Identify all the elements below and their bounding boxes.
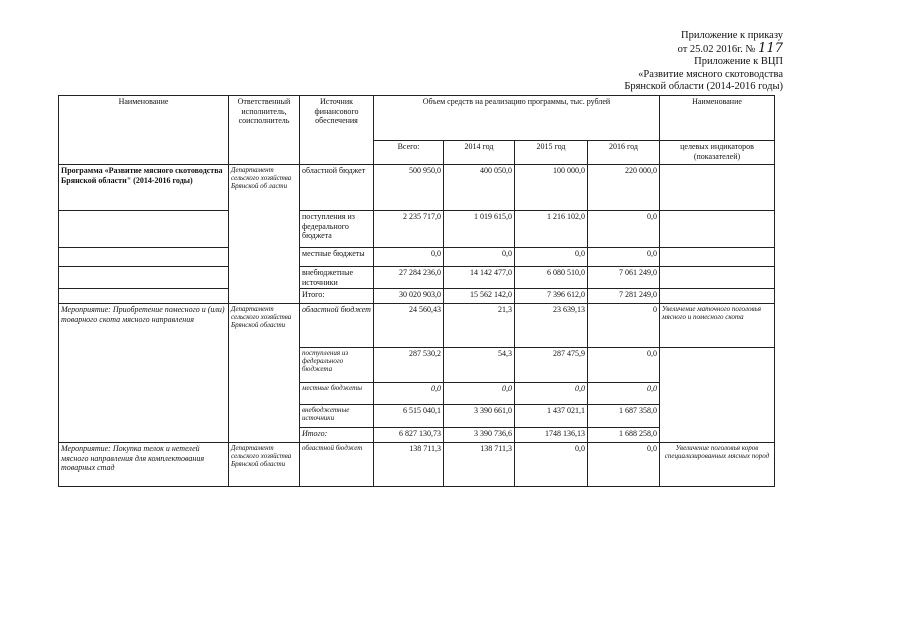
source-cell: областной бюджет	[300, 304, 374, 348]
source-cell: поступления из федерального бюджета	[300, 211, 374, 248]
document-header	[624, 30, 783, 94]
y2015-cell: 7 396 612,0	[515, 289, 588, 304]
total-cell: 27 284 236,0	[374, 267, 444, 289]
header-line-3: Приложение к ВЦП	[694, 56, 783, 67]
source-cell: поступления из федерального бюджета	[300, 348, 374, 383]
total-cell: 287 530,2	[374, 348, 444, 383]
program-responsible: Департамент сельского хозяйства Брянской об ласти	[229, 165, 300, 304]
y2014-cell: 0,0	[444, 248, 515, 267]
col-responsible-header: Ответственный исполнитель, соисполнитель	[229, 96, 300, 165]
source-cell: местные бюджеты	[300, 383, 374, 405]
measure2-name: Мероприятие: Покупка телок и нетелей мясного направления для комплектования товарных стад	[59, 443, 229, 487]
header-line-5: Брянской области (2014-2016 годы)	[624, 81, 783, 92]
header-row-1	[59, 96, 775, 141]
order-number-handwritten: 117	[758, 40, 783, 56]
y2016-cell: 0	[588, 304, 660, 348]
y2015-cell: 0,0	[515, 248, 588, 267]
total-cell: 30 020 903,0	[374, 289, 444, 304]
table-row	[59, 304, 775, 348]
y2015-cell: 100 000,0	[515, 165, 588, 211]
indicator-cell	[660, 289, 775, 304]
header-line-4: «Развитие мясного скотоводства	[638, 68, 783, 80]
name-cell	[59, 211, 229, 248]
col-funds-header: Объем средств на реализацию программы, тыс. рублей	[374, 96, 660, 141]
name-cell	[59, 248, 229, 267]
total-cell: 0,0	[374, 383, 444, 405]
col-2015-header: 2015 год	[515, 141, 588, 165]
order-date: от 25.02 2016г. №	[677, 43, 756, 55]
table-row	[59, 211, 775, 248]
y2016-cell: 7 281 249,0	[588, 289, 660, 304]
y2016-cell: 7 061 249,0	[588, 267, 660, 289]
y2016-cell: 0,0	[588, 248, 660, 267]
y2015-cell: 1748 136,13	[515, 428, 588, 443]
header-line-1: Приложение к приказу	[681, 30, 783, 41]
y2016-cell: 0,0	[588, 443, 660, 487]
table-row	[59, 248, 775, 267]
total-cell: 2 235 717,0	[374, 211, 444, 248]
y2015-cell: 0,0	[515, 443, 588, 487]
program-name: Программа «Развитие мясного скотоводства Брянской области" (2014-2016 годы)	[59, 165, 229, 211]
y2015-cell: 287 475,9	[515, 348, 588, 383]
source-cell: Итого:	[300, 428, 374, 443]
table-row	[59, 165, 775, 211]
y2014-cell: 0,0	[444, 383, 515, 405]
y2014-cell: 3 390 736,6	[444, 428, 515, 443]
y2015-cell: 23 639,13	[515, 304, 588, 348]
col-name-header: Наименование	[59, 96, 229, 165]
measure1-responsible: Департамент сельского хозяйства Брянской области	[229, 304, 300, 443]
total-cell: 6 827 130,73	[374, 428, 444, 443]
y2016-cell: 220 000,0	[588, 165, 660, 211]
y2014-cell: 1 019 615,0	[444, 211, 515, 248]
y2014-cell: 138 711,3	[444, 443, 515, 487]
total-cell: 500 950,0	[374, 165, 444, 211]
col-2014-header: 2014 год	[444, 141, 515, 165]
y2015-cell: 0,0	[515, 383, 588, 405]
table-row	[59, 443, 775, 487]
indicator-cell	[660, 165, 775, 211]
total-cell: 138 711,3	[374, 443, 444, 487]
col-total-header: Всего:	[374, 141, 444, 165]
col-indicators-header: Наименование	[660, 96, 775, 141]
table-row	[59, 289, 775, 304]
y2014-cell: 3 390 661,0	[444, 405, 515, 428]
y2016-cell: 0,0	[588, 383, 660, 405]
measure2-indicator: Увеличение поголовья коров специализированных мясных пород	[660, 443, 775, 487]
measure1-indicator: Увеличение маточного поголовья мясного и помесного скота	[660, 304, 775, 348]
col-2016-header: 2016 год	[588, 141, 660, 165]
y2015-cell: 1 437 021,1	[515, 405, 588, 428]
total-cell: 6 515 040,1	[374, 405, 444, 428]
source-cell: внебюджетные источники	[300, 267, 374, 289]
measure1-name: Мероприятие: Приобретение помесного и (или) товарного скота мясного направления	[59, 304, 229, 443]
y2014-cell: 21,3	[444, 304, 515, 348]
source-cell: областной бюджет	[300, 443, 374, 487]
y2015-cell: 1 216 102,0	[515, 211, 588, 248]
funding-table	[58, 95, 775, 487]
y2016-cell: 1 687 358,0	[588, 405, 660, 428]
indicator-cell	[660, 211, 775, 248]
y2014-cell: 14 142 477,0	[444, 267, 515, 289]
indicator-cell	[660, 267, 775, 289]
source-cell: Итого:	[300, 289, 374, 304]
name-cell	[59, 289, 229, 304]
table-row	[59, 267, 775, 289]
name-cell	[59, 267, 229, 289]
source-cell: внебюджетные источники	[300, 405, 374, 428]
y2016-cell: 0,0	[588, 211, 660, 248]
y2016-cell: 0,0	[588, 348, 660, 383]
measure2-responsible: Департамент сельского хозяйства Брянской области	[229, 443, 300, 487]
header-line-2	[624, 40, 783, 57]
source-cell: местные бюджеты	[300, 248, 374, 267]
source-cell: областной бюджет	[300, 165, 374, 211]
total-cell: 24 560,43	[374, 304, 444, 348]
col-source-header: Источник финансового обеспечения	[300, 96, 374, 165]
y2014-cell: 54,3	[444, 348, 515, 383]
col-indicators-subheader: целевых индикаторов (показателей)	[660, 141, 775, 165]
indicator-cell	[660, 248, 775, 267]
total-cell: 0,0	[374, 248, 444, 267]
y2014-cell: 400 050,0	[444, 165, 515, 211]
y2014-cell: 15 562 142,0	[444, 289, 515, 304]
y2016-cell: 1 688 258,0	[588, 428, 660, 443]
indicator-cell	[660, 348, 775, 443]
y2015-cell: 6 080 510,0	[515, 267, 588, 289]
